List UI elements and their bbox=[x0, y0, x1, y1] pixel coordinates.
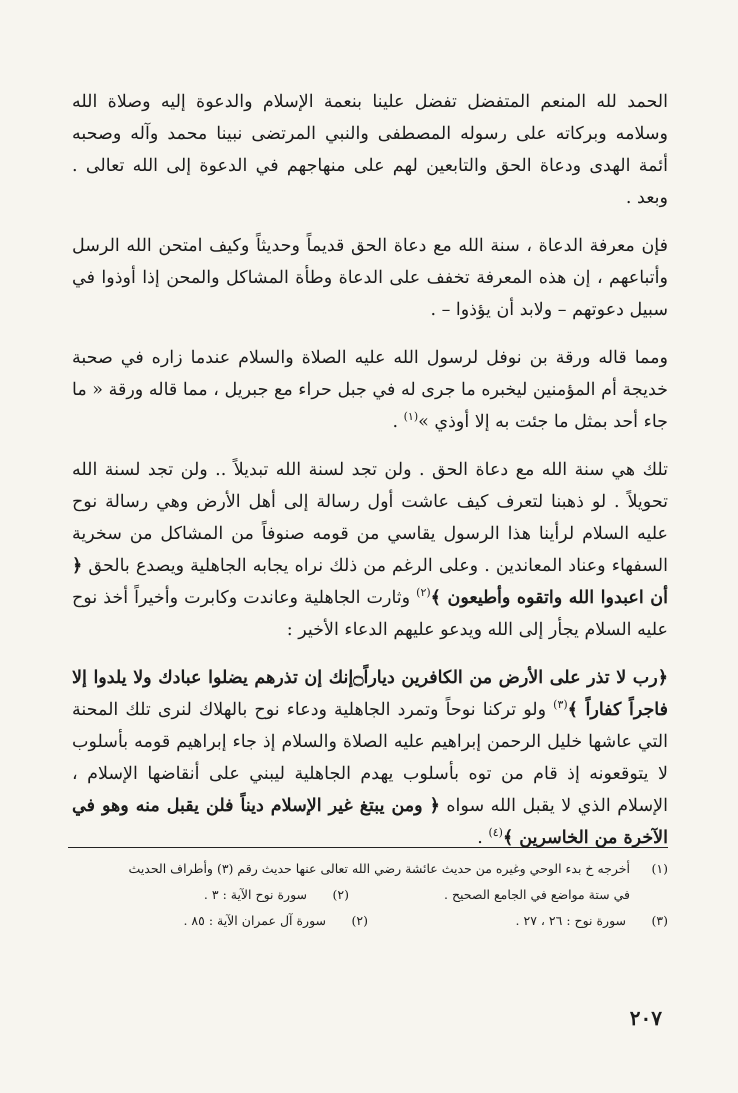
footnote-divider bbox=[68, 847, 668, 848]
footnote-1-continued: في ستة مواضع في الجامع الصحيح . bbox=[444, 887, 630, 902]
footnote-row-a bbox=[68, 882, 668, 908]
paragraph-opening: الحمد لله المنعم المتفضل تفضل علينا بنعمة الإسلام والدعوة إليه وصلاة الله وسلامه وبركاته على رسوله المصطفى والنبي المرتضى نبينا محمد وآله وصحبه أئمة الهدى ودعاة الحق والتابعين لهم على منهاجهم في الدعوة إلى الله تعالى . وبعد . bbox=[72, 92, 668, 208]
paragraph-ibrahim-end: . bbox=[477, 828, 489, 848]
paragraph-waraqa bbox=[72, 342, 668, 438]
footnote-3 bbox=[368, 908, 668, 934]
paragraph-nuh-text-2: وثارت الجاهلية وعاندت وكابرت وأخيراً أخذ نوح عليه السلام يجأر إلى الله ويدعو عليهم الدعاء الأخير : bbox=[72, 588, 668, 640]
footnote-ref-4: (٤) bbox=[488, 826, 503, 840]
paragraph-nuh-text: تلك هي سنة الله مع دعاة الحق . ولن تجد لسنة الله تبديلاً .. ولن تجد لسنة الله تحويلاً . لو ذهبنا لتعرف كيف عاشت أول رسالة إلى أهل الأرض وهي رسالة نوح عليه السلام لرأينا هذا الرسول يقاسي من قومه صنوفاً من المشاكل من سخرية السفهاء وعناد المعاندين . وعلى الرغم من ذلك نراه يجابه الجاهلية ويصدع بالحق bbox=[72, 460, 668, 576]
paragraph-knowledge: فإن معرفة الدعاة ، سنة الله مع دعاة الحق قديماً وحديثاً وكيف امتحن الله الرسل وأتباعهم ، إن هذه المعرفة تخفف على الدعاة وطأة المشاكل والمحن إذا أوذوا في سبيل دعوتهم – ولابد أن يؤذوا – . bbox=[72, 236, 668, 320]
paragraph-waraqa-end: . bbox=[392, 412, 404, 432]
paragraph-nuh bbox=[72, 454, 668, 646]
footnote-2 bbox=[68, 882, 349, 908]
footnotes bbox=[68, 856, 668, 934]
footnote-row-b bbox=[68, 908, 668, 934]
main-text bbox=[72, 86, 668, 870]
paragraph-ibrahim bbox=[72, 662, 668, 854]
footnote-1 bbox=[68, 856, 668, 882]
footnote-4-number: (٢) bbox=[351, 913, 368, 928]
footnote-4 bbox=[68, 908, 368, 934]
footnote-ref-1: (١) bbox=[403, 410, 419, 424]
footnote-3-number: (٣) bbox=[651, 913, 668, 928]
footnote-4-text: سورة آل عمران الآية : ٨٥ . bbox=[183, 913, 327, 928]
quran-verse-nuh-26: ﴿رب لا تذر على الأرض من الكافرين دياراً۝إنك إن تذرهم يضلوا عبادك ولا يلدوا إلا فاجراً كفاراً ﴾ bbox=[72, 668, 668, 720]
page-number: ٢٠٧ bbox=[629, 1006, 662, 1030]
footnote-ref-2: (٢) bbox=[416, 586, 431, 600]
paragraph-ibrahim-text: ولو تركنا نوحاً وتمرد الجاهلية ودعاء نوح بالهلاك لنرى تلك المحنة التي عاشها خليل الرحمن إبراهيم عليه الصلاة والسلام إذ جاء إبراهيم قومه بأسلوب لا يتوقعونه إذ قام من توه بأسلوب يهدم الجاهلية ليبني على أنقاضها الإسلام ، الإسلام الذي لا يقبل الله سواه bbox=[72, 700, 668, 816]
footnote-1-number: (١) bbox=[651, 861, 668, 876]
paragraph-waraqa-text: ومما قاله ورقة بن نوفل لرسول الله عليه الصلاة والسلام عندما زاره في صحبة خديجة أم المؤمنين ليخبره ما جرى له في جبل حراء مع جبريل ، مما قاله ورقة « ما جاء أحد بمثل ما جئت به إلا أوذي » bbox=[72, 348, 668, 432]
footnote-1-text: أخرجه خ بدء الوحي وغيره من حديث عائشة رضي الله تعالى عنها حديث رقم (٣) وأطراف الحديث bbox=[128, 861, 630, 876]
footnote-2-number: (٢) bbox=[332, 887, 349, 902]
footnote-ref-3: (٣) bbox=[553, 698, 568, 712]
footnote-2-text: سورة نوح الآية : ٣ . bbox=[203, 887, 308, 902]
footnote-3-text: سورة نوح : ٢٦ ، ٢٧ . bbox=[515, 913, 627, 928]
quran-verse-imran-85: ﴿ ومن يبتغ غير الإسلام ديناً فلن يقبل منه وهو في الآخرة من الخاسرين ﴾ bbox=[72, 796, 668, 848]
quran-verse-nuh-3: ﴿ أن اعبدوا الله واتقوه وأطيعون ﴾ bbox=[72, 556, 668, 608]
